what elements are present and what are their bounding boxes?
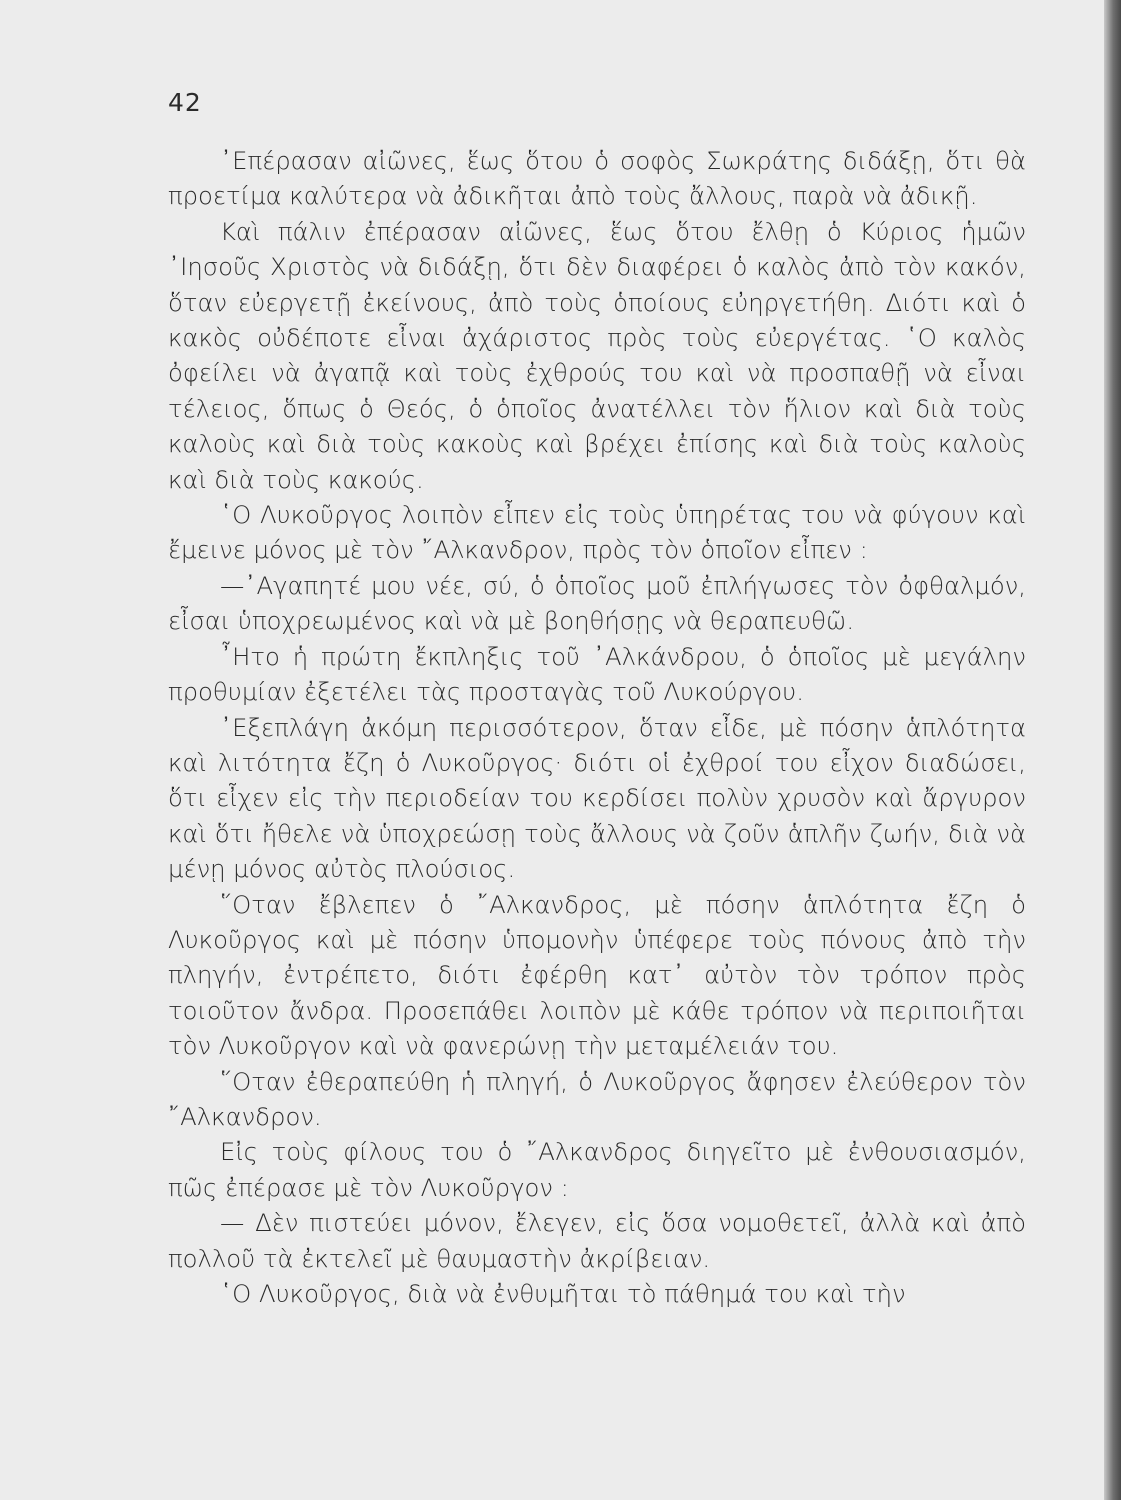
paragraph: ᾿Επέρασαν αἰῶνες, ἕως ὅτου ὁ σοφὸς Σωκράτης διδάξῃ, ὅτι θὰ προετίμα καλύτερα νὰ ἀδικῆται ἀπὸ τοὺς ἄλλους, παρὰ νὰ ἀδικῇ. [168,146,1026,211]
paragraph: ῞Οταν ἐθεραπεύθη ἡ πληγή, ὁ Λυκοῦργος ἄφησεν ἐλεύθερον τὸν ῎Αλκανδρον. [168,1066,1026,1131]
paragraph: Καὶ πάλιν ἐπέρασαν αἰῶνες, ἕως ὅτου ἔλθῃ ὁ Κύριος ἡμῶν ᾿Ιησοῦς Χριστὸς νὰ διδάξῃ, ὅτι δὲν διαφέρει ὁ καλὸς ἀπὸ τὸν κακόν, ὅταν εὐεργετῇ ἐκείνους, ἀπὸ τοὺς ὁποίους εὐηργετήθη. Διότι καὶ ὁ κακὸς οὐδέποτε εἶναι ἀχάριστος πρὸς τοὺς εὐεργέτας. ῾Ο καλὸς ὀφείλει νὰ ἀγαπᾷ καὶ τοὺς ἐχθρούς του καὶ νὰ προσπαθῇ νὰ εἶναι τέλειος, ὅπως ὁ Θεός, ὁ ὁποῖος ἀνατέλλει τὸν ἥλιον καὶ διὰ τοὺς καλοὺς καὶ διὰ τοὺς κακοὺς καὶ βρέχει ἐπίσης καὶ διὰ τοὺς καλοὺς καὶ διὰ τοὺς κακούς. [168,216,1026,494]
paragraph: ῾Ο Λυκοῦργος, διὰ νὰ ἐνθυμῆται τὸ πάθημά του καὶ τὴν [220,1279,906,1308]
page-number: 42 [168,88,202,117]
paragraph: ῏Ητο ἡ πρώτη ἔκπληξις τοῦ ᾿Αλκάνδρου, ὁ ὁποῖος μὲ μεγάλην προθυμίαν ἐξετέλει τὰς προσταγὰς τοῦ Λυκούργου. [168,641,1026,707]
paragraph: —᾿Αγαπητέ μου νέε, σύ, ὁ ὁποῖος μοῦ ἐπλήγωσες τὸν ὀφθαλμόν, εἶσαι ὑποχρεωμένος καὶ νὰ μὲ βοηθήσῃς νὰ θεραπευθῶ. [168,570,1026,636]
paragraph: Εἰς τοὺς φίλους του ὁ ῎Αλκανδρος διηγεῖτο μὲ ἐνθουσιασμόν, πῶς ἐπέρασε μὲ τὸν Λυκοῦργον : [168,1137,1026,1202]
paragraph: ᾿Εξεπλάγη ἀκόμη περισσότερον, ὅταν εἶδε, μὲ πόσην ἁπλότητα καὶ λιτότητα ἔζη ὁ Λυκοῦργος· διότι οἱ ἐχθροί του εἶχον διαδώσει, ὅτι εἶχεν εἰς τὴν περιοδείαν του κερδίσει πολὺν χρυσὸν καὶ ἄργυρον καὶ ὅτι ἤθελε νὰ ὑποχρεώσῃ τοὺς ἄλλους νὰ ζοῦν ἁπλῆν ζωήν, διὰ νὰ μένῃ μόνος αὐτὸς πλούσιος. [168,712,1026,884]
paragraph: — Δὲν πιστεύει μόνον, ἔλεγεν, εἰς ὅσα νομοθετεῖ, ἀλλὰ καὶ ἀπὸ πολλοῦ τὰ ἐκτελεῖ μὲ θαυμαστὴν ἀκρίβειαν. [168,1208,1026,1273]
paragraph: ῾Ο Λυκοῦργος λοιπὸν εἶπεν εἰς τοὺς ὑπηρέτας του νὰ φύγουν καὶ ἔμεινε μόνος μὲ τὸν ῎Αλκανδρον, πρὸς τὸν ὁποῖον εἶπεν : [168,500,1026,565]
paragraph: ῞Οταν ἔβλεπεν ὁ ῎Αλκανδρος, μὲ πόσην ἁπλότητα ἔζη ὁ Λυκοῦργος καὶ μὲ πόσην ὑπομονὴν ὑπέφερε τοὺς πόνους ἀπὸ τὴν πληγήν, ἐντρέπετο, διότι ἐφέρθη κατ᾿ αὐτὸν τὸν τρόπον πρὸς τοιοῦτον ἄνδρα. Προσεπάθει λοιπὸν μὲ κάθε τρόπον νὰ περιποιῆται τὸν Λυκοῦργον καὶ νὰ φανερώνῃ τὴν μεταμέλειάν του. [168,889,1026,1061]
book-spine-shadow [1104,0,1121,1500]
body-text [168,143,1026,1311]
